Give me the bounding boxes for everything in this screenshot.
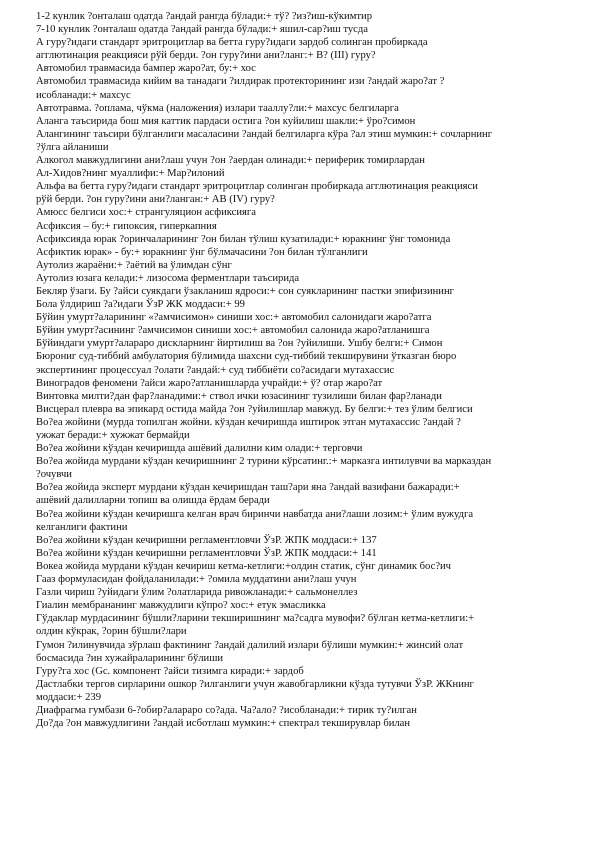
text-line: Дастлабки тергов сирларини ошкор ?илганлиги учун жавобгарликни кўзда тутувчи ЎзР. ЖКнинг [36, 678, 474, 690]
text-line: Аутолиз жараёни:+ ?аётий ва ўлимдан сўнг [36, 259, 232, 271]
text-line: Газли чириш ?уйидаги ўлим ?олатларида ривожланади:+ сальмонеллез [36, 587, 358, 599]
text-line: Виноградов феномени ?айси жаро?атланишларда учрайди:+ ў? отар жаро?ат [36, 377, 383, 389]
text-line: исобланади:+ махсус [36, 89, 131, 101]
text-line: Гиалин мембрананинг мавжудлиги кўпро? хос:+ етук эмасликка [36, 600, 326, 612]
text-line: Диафрагма гумбази 6-?обир?алараро со?ада. Ча?ало? ?исобланади:+ тирик ту?илган [36, 704, 417, 716]
text-line: ?ўлга айланиши [36, 141, 109, 153]
text-line: ашёвий далилларни топиш ва олишда ёрдам беради [36, 495, 270, 507]
text-line: Гумон ?илинувчида зўрлаш фактининг ?андай далилий излари бўлиши мумкин:+ жинсий олат [36, 639, 464, 651]
text-line: Гўдаклар мурдасининг бўшли?ларини текширишнинг ма?садга мувофи? бўлган кетма-кетлиги:+ [36, 613, 475, 625]
text-line: Во?еа жойида мурдани кўздан кечиришнинг 2 турини кўрсатинг.:+ марказга интилувчи ва марказдан [36, 456, 492, 468]
text-line: Алкогол мавжудлигини ани?лаш учун ?он ?аердан олинади:+ периферик томирлардан [36, 155, 425, 167]
text-line: Автомобил травмасида кийим ва танадаги ?илдирак протекторининг изи ?андай жаро?ат ? [36, 76, 445, 88]
text-line: Алангининг таъсири бўлганлиги масаласини ?андай белгиларга кўра ?ал этиш мумкин:+ сочларнинг [36, 128, 493, 140]
text-line: Автомобил травмасида бампер жаро?ат, бу:+ хос [36, 63, 256, 75]
text-line: Автотравма. ?оплама, чўкма (наложения) излари тааллу?ли:+ махсус белгиларга [36, 102, 399, 114]
text-line: ужжат беради:+ хужжат бермайди [36, 430, 190, 441]
text-line: Амюсс белгиси хос:+ странгуляцион асфиксияга [36, 207, 256, 219]
text-line: Бекляр ўзаги. Бу ?айси суякдаги ўзакланиш ядроси:+ сон суякларининг пастки эпифизининг [36, 285, 454, 297]
text-line: Бўйин умурт?асининг ?амчисимон синиши хос:+ автомобил салонида жаро?атланишга [36, 325, 430, 337]
text-line: агглютинация реакцияси рўй берди. ?он гуру?ини ани?ланг:+ В? (III) гуру? [36, 50, 376, 62]
text-line: Альфа ва бетта гуру?идаги стандарт эритроцитлар солинган пробиркада агглютинация реакцияси [36, 181, 478, 193]
text-line: До?да ?он мавжудлигини ?андай исботлаш мумкин:+ спектрал текширувлар билан [36, 718, 411, 730]
text-line: Вокеа жойида мурдани кўздан кечириш кетма-кетлиги:+олдин статик, сўнг динамик бос?ич [36, 560, 452, 572]
text-line: Гуру?га хос (Gc. компонент ?айси тизимга киради:+ зардоб [36, 665, 304, 677]
text-line: Гааз формуласидан фойдаланилади:+ ?омила муддатини ани?лаш учун [36, 574, 357, 586]
text-line: Винтовка милти?дан фар?ланадими:+ ствол ички юзасининг тузилиши билан фар?ланади [36, 390, 442, 402]
text-line: ?очувчи [36, 469, 72, 481]
text-line: Во?еа жойини кўздан кечиришда ашёвий далилни ким олади:+ терговчи [36, 443, 363, 455]
text-line: моддаси:+ 239 [36, 691, 102, 703]
text-line: Висцерал плевра ва эпикард остида майда ?он ?уйилишлар мавжуд. Бу белги:+ тез ўлим белгиси [36, 403, 473, 415]
text-line: Бола ўлдириш ?а?идаги ЎзР ЖК моддаси:+ 99 [36, 299, 245, 311]
text-line: Во?еа жойида эксперт мурдани кўздан кечиришдан таш?ари яна ?андай вазифани бажаради:+ [36, 482, 460, 494]
text-line: Аутолиз юзага келади:+ лизосома ферментлари таъсирида [36, 272, 300, 284]
text-line: олдин кўкрак, ?орин бўшли?лари [36, 626, 187, 638]
text-line: А гуру?идаги стандарт эритроцитлар ва бетта гуру?идаги зардоб солинган пробиркада [36, 37, 428, 49]
text-line: Во?еа жойини кўздан кечиришга келган врач биринчи навбатда ани?лаши лозим:+ ўлим вужудга [36, 508, 474, 520]
text-line: Бўйин умурт?аларининг «?амчисимон» синиши хос:+ автомобил салонидаги жаро?атга [36, 312, 432, 324]
text-line: Во?еа жойини кўздан кечиришни регламентловчи ЎзР. ЖПК моддаси:+ 141 [36, 547, 377, 559]
text-line: Во?еа жойини (мурда топилган жойни. кўздан кечиришда иштирок этган мутахассис ?андай ? [36, 416, 461, 428]
text-line: Ал-Хидов?нинг муаллифи:+ Мар?илоний [36, 168, 225, 180]
text-line: Асфиксия – бу:+ гипоксия, гиперкапния [36, 220, 217, 232]
text-line: Бўйиндаги умурт?алараро дискларнинг йиртилиш ва ?он ?уйилиши. Ушбу белги:+ Симон [36, 338, 443, 350]
text-line: Асфиксияда юрак ?оринчаларининг ?он билан тўлиш кузатилади:+ юракнинг ўнг томонида [36, 233, 451, 245]
text-line: экспертининг процессуал ?олати ?андай:+ суд тиббиёти со?асидаги мутахассис [36, 364, 395, 376]
text-line: келганлиги фактини [36, 521, 128, 533]
text-line: 7-10 кунлик ?онталаш одатда ?андай рангда бўлади:+ яшил-сар?иш тусда [36, 24, 368, 36]
text-line: Бюрониг суд-тиббий амбулатория бўлимида шахсни суд-тиббий текширувини ўтказган бюро [36, 351, 457, 363]
text-line: Асфиктик юрак» - бу:+ юракнинг ўнг бўлмачасини ?он билан тўлганлиги [36, 246, 368, 258]
text-line: Аланга таъсирида бош мия каттик пардаси остига ?он куйилиш шакли:+ ўро?симон [36, 115, 416, 127]
text-line: босмасида ?ин хужайраларининг бўлиши [36, 652, 224, 664]
text-line: рўй берди. ?он гуру?ини ани?ланган:+ АВ (IV) гуру? [36, 194, 275, 206]
text-line: 1-2 кунлик ?онталаш одатда ?андай рангда бўлади:+ тў? ?из?иш-кўкимтир [36, 11, 372, 22]
text-line: Во?еа жойини кўздан кечиришни регламентловчи ЎзР. ЖПК моддаси:+ 137 [36, 534, 377, 546]
